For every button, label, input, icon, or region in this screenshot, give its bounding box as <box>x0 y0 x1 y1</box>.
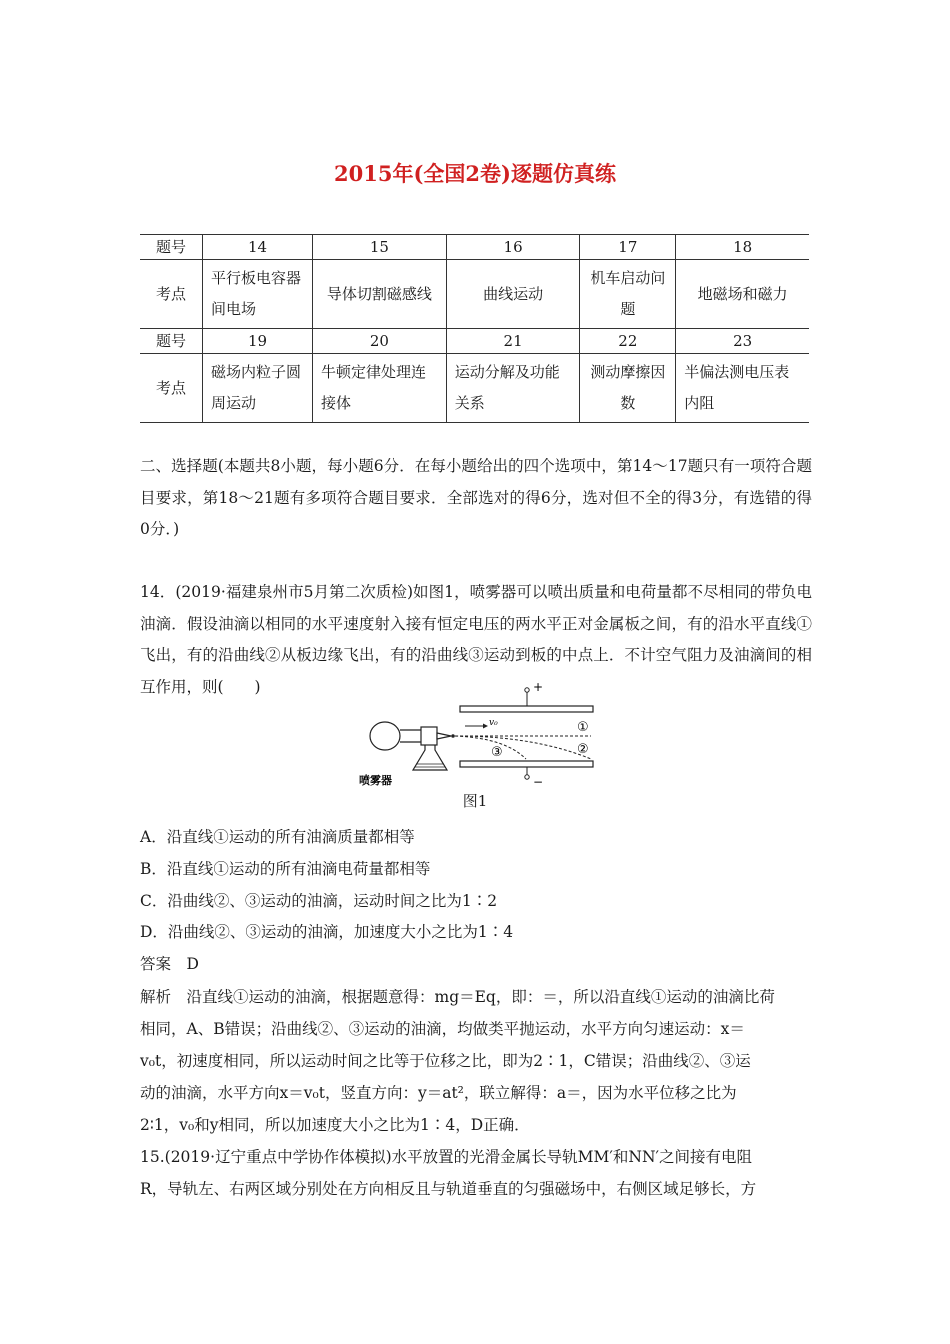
option-a: A．沿直线①运动的所有油滴质量都相等 <box>140 828 415 846</box>
table-cell: 23 <box>676 329 809 354</box>
lower-plate <box>460 761 593 767</box>
table-cell: 21 <box>446 329 580 354</box>
analysis-line: 2∶1，v₀和y相同，所以加速度大小之比为1∶4，D正确． <box>140 1116 530 1134</box>
question-15-line: R，导轨左、右两区域分别处在方向相反且与轨道垂直的匀强磁场中，右侧区域足够长，方 <box>140 1180 757 1198</box>
table-cell: 17 <box>580 235 676 260</box>
table-cell: 平行板电容器间电场 <box>203 260 313 329</box>
droplet <box>451 734 455 738</box>
analysis-line: 动的油滴，水平方向x＝v₀t，竖直方向：y＝at²，联立解得：a＝，因为水平位移之比为 <box>140 1084 737 1102</box>
option-d: D．沿曲线②、③运动的油滴，加速度大小之比为1∶4 <box>140 923 514 941</box>
table-cell: 22 <box>580 329 676 354</box>
table-cell: 机车启动问题 <box>580 260 676 329</box>
topic-table <box>140 234 809 423</box>
path-1-label: ① <box>577 720 589 735</box>
table-cell: 牛顿定律处理连接体 <box>313 354 447 423</box>
path-2 <box>455 736 591 759</box>
table-cell: 19 <box>203 329 313 354</box>
question-14-stem: 14．(2019·福建泉州市5月第二次质检)如图1，喷雾器可以喷出质量和电荷量都不尽相同的带负电油滴．假设油滴以相同的水平速度射入接有恒定电压的两水平正对金属板之间，有的沿水平直线①飞出，有的沿曲线②从板边缘飞出，有的沿曲线③运动到板的中点上．不计空气阻力及油滴间的相互作用，则( ) <box>140 583 812 696</box>
analysis-line: 解析 沿直线①运动的油滴，根据题意得：mg＝Eq，即：＝，所以沿直线①运动的油滴比荷 <box>140 988 775 1006</box>
option-b: B．沿直线①运动的所有油滴电荷量都相等 <box>140 860 431 878</box>
table-cell: 题号 <box>140 235 203 260</box>
table-cell: 14 <box>203 235 313 260</box>
table-cell: 考点 <box>140 260 203 329</box>
table-cell: 题号 <box>140 329 203 354</box>
section-intro: 二、选择题(本题共8小题，每小题6分．在每小题给出的四个选项中，第14～17题只有一项符合题目要求，第18～21题有多项符合题目要求．全部选对的得6分，选对但不全的得3分，有选错的得0分．) <box>140 457 812 538</box>
question-15-line: 15.(2019·辽宁重点中学协作体模拟)水平放置的光滑金属长导轨MM′和NN′之间接有电阻 <box>140 1148 753 1166</box>
plus-sign: + <box>533 680 544 694</box>
table-cell: 导体切割磁感线 <box>313 260 447 329</box>
table-cell: 测动摩擦因数 <box>580 354 676 423</box>
option-c: C．沿曲线②、③运动的油滴，运动时间之比为1∶2 <box>140 892 498 910</box>
table-cell: 16 <box>446 235 580 260</box>
sprayer-label: 喷雾器 <box>359 774 392 787</box>
table-cell: 考点 <box>140 354 203 423</box>
page-title: 2015年(全国2卷)逐题仿真练 <box>334 161 616 186</box>
table-cell: 曲线运动 <box>446 260 580 329</box>
answer: 答案 D <box>140 955 199 973</box>
sprayer-figure <box>355 678 605 788</box>
table-row <box>140 235 809 260</box>
table-cell: 地磁场和磁力 <box>676 260 809 329</box>
sprayer-bulb <box>370 722 400 750</box>
v0-label: v₀ <box>489 718 498 728</box>
analysis-line: 相同，A、B错误；沿曲线②、③运动的油滴，均做类平抛运动，水平方向匀速运动：x＝ <box>140 1020 745 1038</box>
table-row <box>140 260 809 329</box>
table-cell: 18 <box>676 235 809 260</box>
table-cell: 15 <box>313 235 447 260</box>
table-row <box>140 329 809 354</box>
minus-sign: − <box>533 775 544 788</box>
flask <box>413 745 447 770</box>
table-cell: 20 <box>313 329 447 354</box>
nozzle <box>437 733 451 739</box>
table-row <box>140 354 809 423</box>
figure-caption: 图1 <box>462 792 488 810</box>
upper-plate <box>460 706 593 712</box>
path-3-label: ③ <box>491 745 503 760</box>
analysis-line: v₀t，初速度相同，所以运动时间之比等于位移之比，即为2∶1，C错误；沿曲线②、③运 <box>140 1052 751 1070</box>
table-cell: 半偏法测电压表内阻 <box>676 354 809 423</box>
table-cell: 磁场内粒子圆周运动 <box>203 354 313 423</box>
path-2-label: ② <box>577 742 589 757</box>
table-cell: 运动分解及功能关系 <box>446 354 580 423</box>
